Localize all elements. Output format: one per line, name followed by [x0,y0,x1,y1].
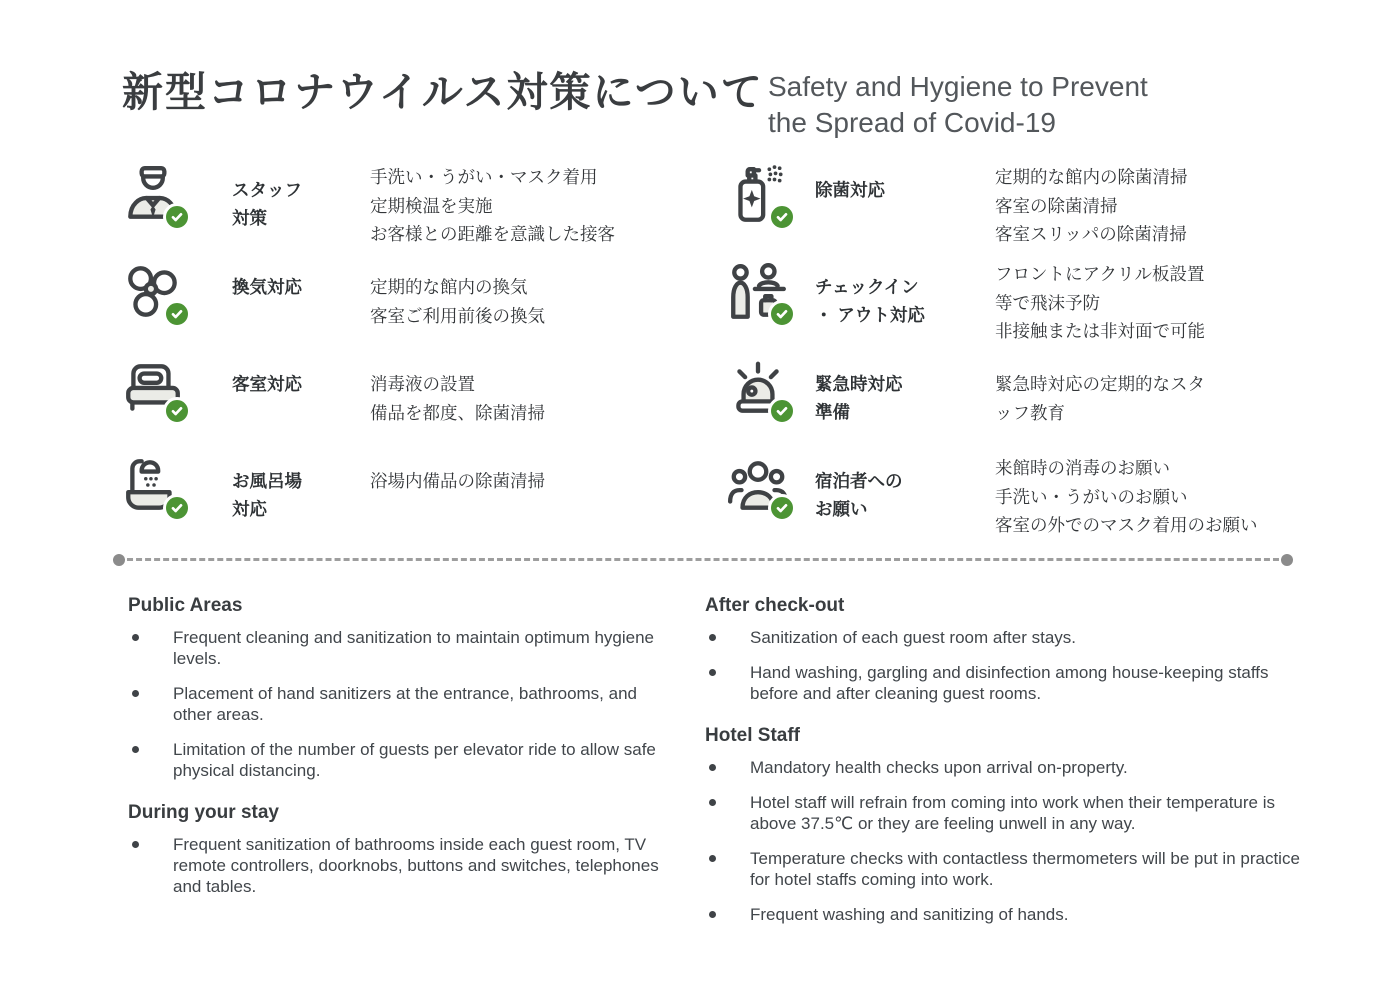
bullet-icon [132,634,139,641]
list-item: Hotel staff will refrain from coming into work when their temperature is above 37.5℃ or they are feeling unwell in any way. [705,792,1320,834]
measure-label: お風呂場 対応 [232,471,302,520]
section-hotel-staff [705,725,1320,925]
english-details [128,595,1400,946]
measure-check-in-out [725,259,1325,356]
page-title-japanese: 新型コロナウイルス対策について [122,69,764,115]
list-item: Sanitization of each guest room after stays. [705,627,1320,648]
measure-description: 浴場内備品の除菌清掃 [370,471,545,492]
measure-description: 消毒液の設置 備品を都度、除菌清掃 [370,374,545,423]
measure-label: 客室対応 [232,374,302,395]
siren-icon [725,356,791,422]
bullet-list [128,627,660,781]
bullet-icon [709,799,716,806]
check-badge-icon [768,203,796,231]
measure-ventilation [120,259,680,356]
section-heading: Hotel Staff [705,724,800,746]
measure-bath [120,453,680,550]
section-after-check-out [705,595,1320,704]
list-item: Frequent washing and sanitizing of hands. [705,904,1320,925]
section-during-your-stay [128,802,660,897]
check-badge-icon [163,300,191,328]
list-item: Frequent cleaning and sanitization to maintain optimum hygiene levels. [128,627,660,669]
list-item: Placement of hand sanitizers at the entrance, bathrooms, and other areas. [128,683,660,725]
guests-icon [725,453,791,519]
bath-icon [120,453,186,519]
measure-description: 緊急時対応の定期的なスタ ッフ教育 [995,374,1205,423]
subtitle-line: the Spread of Covid-19 [768,106,1056,138]
measure-label: 除菌対応 [815,180,885,201]
bullet-icon [132,746,139,753]
bullet-icon [132,690,139,697]
list-item: Mandatory health checks upon arrival on-property. [705,757,1320,778]
page-subtitle-english [768,68,1148,140]
list-item: Hand washing, gargling and disinfection among house-keeping staffs before and after cleaning guest rooms. [705,662,1320,704]
measure-guest-room [120,356,680,453]
spray-bottle-icon [725,162,791,228]
bullet-icon [709,855,716,862]
check-badge-icon [163,494,191,522]
check-in-icon [725,259,791,325]
measure-label: 緊急時対応 準備 [815,374,903,423]
measure-label: 換気対応 [232,277,302,298]
measure-label: 宿泊者への お願い [815,471,903,520]
measure-label: チェックイン ・ アウト対応 [815,277,925,326]
check-badge-icon [768,300,796,328]
check-badge-icon [768,494,796,522]
check-badge-icon [163,397,191,425]
measure-guest-requests [725,453,1325,550]
staff-icon [120,162,186,228]
details-column-right [705,595,1320,946]
fan-icon [120,259,186,325]
bullet-list [705,627,1320,704]
check-badge-icon [768,397,796,425]
list-item: Frequent sanitization of bathrooms inside each guest room, TV remote controllers, doorknobs, buttons and switches, telephones and tables. [128,834,660,897]
measure-label: スタッフ 対策 [232,180,302,229]
section-heading: Public Areas [128,595,243,617]
measure-emergency [725,356,1325,453]
measure-description: 定期的な館内の換気 客室ご利用前後の換気 [370,277,545,326]
measure-description: 来館時の消毒のお願い 手洗い・うがいのお願い 客室の外でのマスク着用のお願い [995,458,1258,536]
bullet-icon [132,841,139,848]
measure-sanitizing [725,162,1325,259]
details-column-left [128,595,660,946]
bullet-icon [709,764,716,771]
section-public-areas [128,595,660,781]
section-heading: During your stay [128,801,279,823]
measure-description: 定期的な館内の除菌清掃 客室の除菌清掃 客室スリッパの除菌清掃 [995,167,1188,245]
dashed-divider [118,558,1288,561]
bullet-list [128,834,660,897]
bullet-icon [709,669,716,676]
measures-grid [120,162,1400,550]
list-item: Temperature checks with contactless thermometers will be put in practice for hotel staffs coming into work. [705,848,1320,890]
section-heading: After check-out [705,595,845,617]
header [0,0,1400,140]
measure-description: 手洗い・うがい・マスク着用 定期検温を実施 お客様との距離を意識した接客 [370,167,615,245]
list-item: Limitation of the number of guests per elevator ride to allow safe physical distancing. [128,739,660,781]
bed-icon [120,356,186,422]
measure-staff [120,162,680,259]
measures-column-left [120,162,680,550]
subtitle-line: Safety and Hygiene to Prevent [768,71,1148,102]
measure-description: フロントにアクリル板設置 等で飛沫予防 非接触または非対面で可能 [995,264,1205,342]
measures-column-right [725,162,1325,550]
bullet-icon [709,634,716,641]
bullet-list [705,757,1320,925]
check-badge-icon [163,203,191,231]
bullet-icon [709,911,716,918]
